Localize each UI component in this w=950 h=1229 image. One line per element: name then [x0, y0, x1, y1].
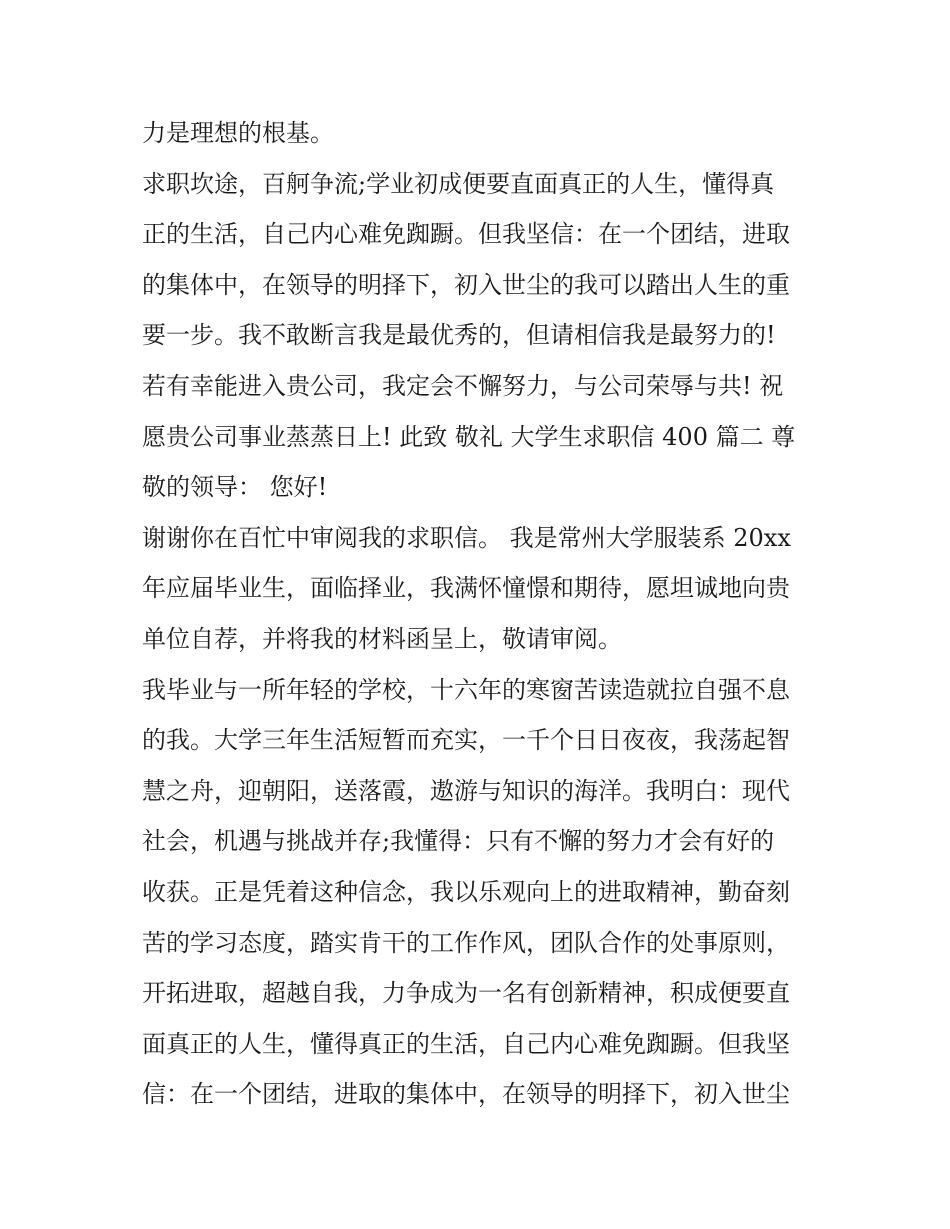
text-line: 信：在一个团结，进取的集体中，在领导的明择下，初入世尘	[142, 1080, 790, 1109]
text-line: 敬的领导： 您好!	[142, 473, 328, 502]
text-line: 的我。大学三年生活短暂而充实，一千个日日夜夜，我荡起智	[142, 726, 790, 755]
text-line: 力是理想的根基。	[142, 119, 334, 147]
text-line: 年应届毕业生，面临择业，我满怀憧憬和期待，愿坦诚地向贵	[142, 574, 790, 603]
text-line: 求职坎途，百舸争流;学业初成便要直面真正的人生，懂得真	[142, 169, 775, 198]
text-line: 愿贵公司事业蒸蒸日上! 此致 敬礼 大学生求职信 400 篇二 尊	[142, 422, 796, 451]
text-line: 我毕业与一所年轻的学校，十六年的寒窗苦读造就拉自强不息	[142, 675, 790, 704]
text-line: 谢谢你在百忙中审阅我的求职信。 我是常州大学服装系 20xx	[142, 523, 791, 552]
text-line: 的集体中，在领导的明择下，初入世尘的我可以踏出人生的重	[142, 270, 790, 299]
text-line: 苦的学习态度，踏实肯干的工作作风，团队合作的处事原则，	[142, 928, 790, 957]
document-body	[142, 108, 822, 1120]
text-line: 要一步。我不敢断言我是最优秀的，但请相信我是最努力的!	[142, 321, 776, 350]
text-line: 正的生活，自己内心难免踟蹰。但我坚信：在一个团结，进取	[142, 220, 790, 249]
text-line: 若有幸能进入贵公司，我定会不懈努力，与公司荣辱与共! 祝	[142, 371, 784, 400]
text-line: 慧之舟，迎朝阳，送落霞，遨游与知识的海洋。我明白：现代	[142, 776, 790, 805]
text-line: 社会，机遇与挑战并存;我懂得：只有不懈的努力才会有好的	[142, 827, 775, 856]
text-line: 面真正的人生，懂得真正的生活，自己内心难免踟蹰。但我坚	[142, 1029, 790, 1058]
text-line: 开拓进取，超越自我，力争成为一名有创新精神，积成便要直	[142, 979, 790, 1008]
text-line: 收获。正是凭着这种信念，我以乐观向上的进取精神，勤奋刻	[142, 877, 790, 906]
text-line: 单位自荐，并将我的材料函呈上，敬请审阅。	[142, 624, 622, 653]
